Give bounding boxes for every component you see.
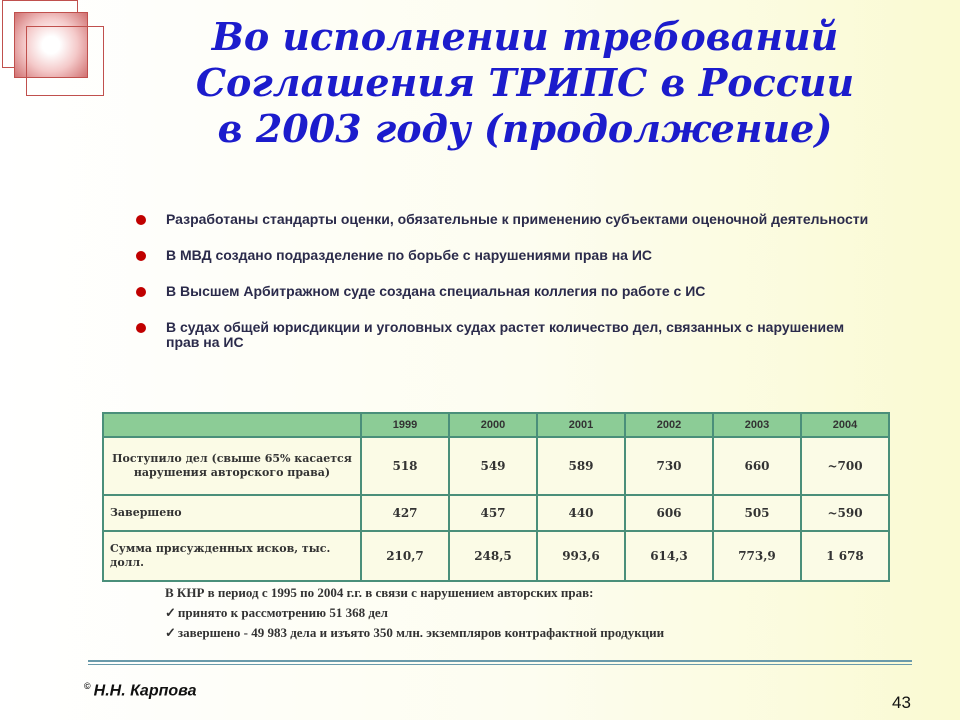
table-corner-cell: [103, 413, 361, 437]
bullet-text: В Высшем Арбитражном суде создана специальная коллегия по работе с ИС: [166, 283, 706, 299]
bullet-list: [136, 212, 876, 350]
table-cell: 427: [361, 495, 449, 531]
table-cell: 606: [625, 495, 713, 531]
deco-square-offset: [26, 26, 104, 96]
note-item: [165, 623, 905, 643]
table-cell: 210,7: [361, 531, 449, 581]
bullet-dot-icon: [136, 251, 146, 261]
table-cell: 660: [713, 437, 801, 495]
table-row: [103, 437, 889, 495]
year-header: 2002: [625, 413, 713, 437]
row-label: Завершено: [103, 495, 361, 531]
checkmark-icon: ✓: [165, 625, 176, 640]
table-cell: ~700: [801, 437, 889, 495]
note-item: [165, 603, 905, 623]
table-cell: 505: [713, 495, 801, 531]
year-header: 1999: [361, 413, 449, 437]
title-line-2: Соглашения ТРИПС в России: [195, 60, 855, 105]
note-item-text: принято к рассмотрению 51 368 дел: [177, 605, 388, 620]
decorative-squares: [0, 0, 110, 100]
footer-divider-thin: [88, 664, 912, 665]
table-cell: 773,9: [713, 531, 801, 581]
table-row: [103, 531, 889, 581]
author-credit: [84, 681, 197, 700]
bullet-item: [136, 320, 876, 350]
table-cell: 730: [625, 437, 713, 495]
bullet-text: Разработаны стандарты оценки, обязательные к применению субъектами оценочной деятельности: [166, 211, 869, 227]
copyright-symbol: ©: [84, 681, 91, 691]
table-cell: 549: [449, 437, 537, 495]
bullet-item: [136, 284, 876, 299]
note-heading: В КНР в период с 1995 по 2004 г.г. в связи с нарушением авторских прав:: [165, 585, 594, 600]
table-cell: 589: [537, 437, 625, 495]
table-row: [103, 495, 889, 531]
year-header: 2004: [801, 413, 889, 437]
table-cell: 457: [449, 495, 537, 531]
bullet-dot-icon: [136, 215, 146, 225]
bullet-dot-icon: [136, 323, 146, 333]
year-header: 2001: [537, 413, 625, 437]
slide-title: [110, 14, 940, 152]
table-header-row: [103, 413, 889, 437]
table-cell: 248,5: [449, 531, 537, 581]
footer-divider: [88, 660, 912, 662]
statistics-table: [102, 412, 890, 582]
row-label: Сумма присужденных исков, тыс. долл.: [103, 531, 361, 581]
checkmark-icon: ✓: [165, 605, 176, 620]
year-header: 2003: [713, 413, 801, 437]
bullet-text: В судах общей юрисдикции и уголовных судах растет количество дел, связанных с нарушением прав на ИС: [166, 319, 845, 350]
bullet-item: [136, 212, 876, 227]
bullet-item: [136, 248, 876, 263]
table-cell: 993,6: [537, 531, 625, 581]
table-cell: 1 678: [801, 531, 889, 581]
china-note: [165, 583, 905, 643]
title-line-1: Во исполнении требований: [211, 14, 839, 59]
bullet-text: В МВД создано подразделение по борьбе с нарушениями прав на ИС: [166, 247, 653, 263]
table-cell: 440: [537, 495, 625, 531]
author-name: Н.Н. Карпова: [93, 682, 197, 700]
title-line-3: в 2003 году (продолжение): [217, 106, 833, 151]
table-cell: 518: [361, 437, 449, 495]
table-cell: 614,3: [625, 531, 713, 581]
page-number: 43: [892, 693, 911, 712]
note-item-text: завершено - 49 983 дела и изъято 350 млн. экземпляров контрафактной продукции: [177, 625, 665, 640]
year-header: 2000: [449, 413, 537, 437]
table-cell: ~590: [801, 495, 889, 531]
bullet-dot-icon: [136, 287, 146, 297]
row-label: Поступило дел (свыше 65% касается нарушения авторского права): [103, 437, 361, 495]
